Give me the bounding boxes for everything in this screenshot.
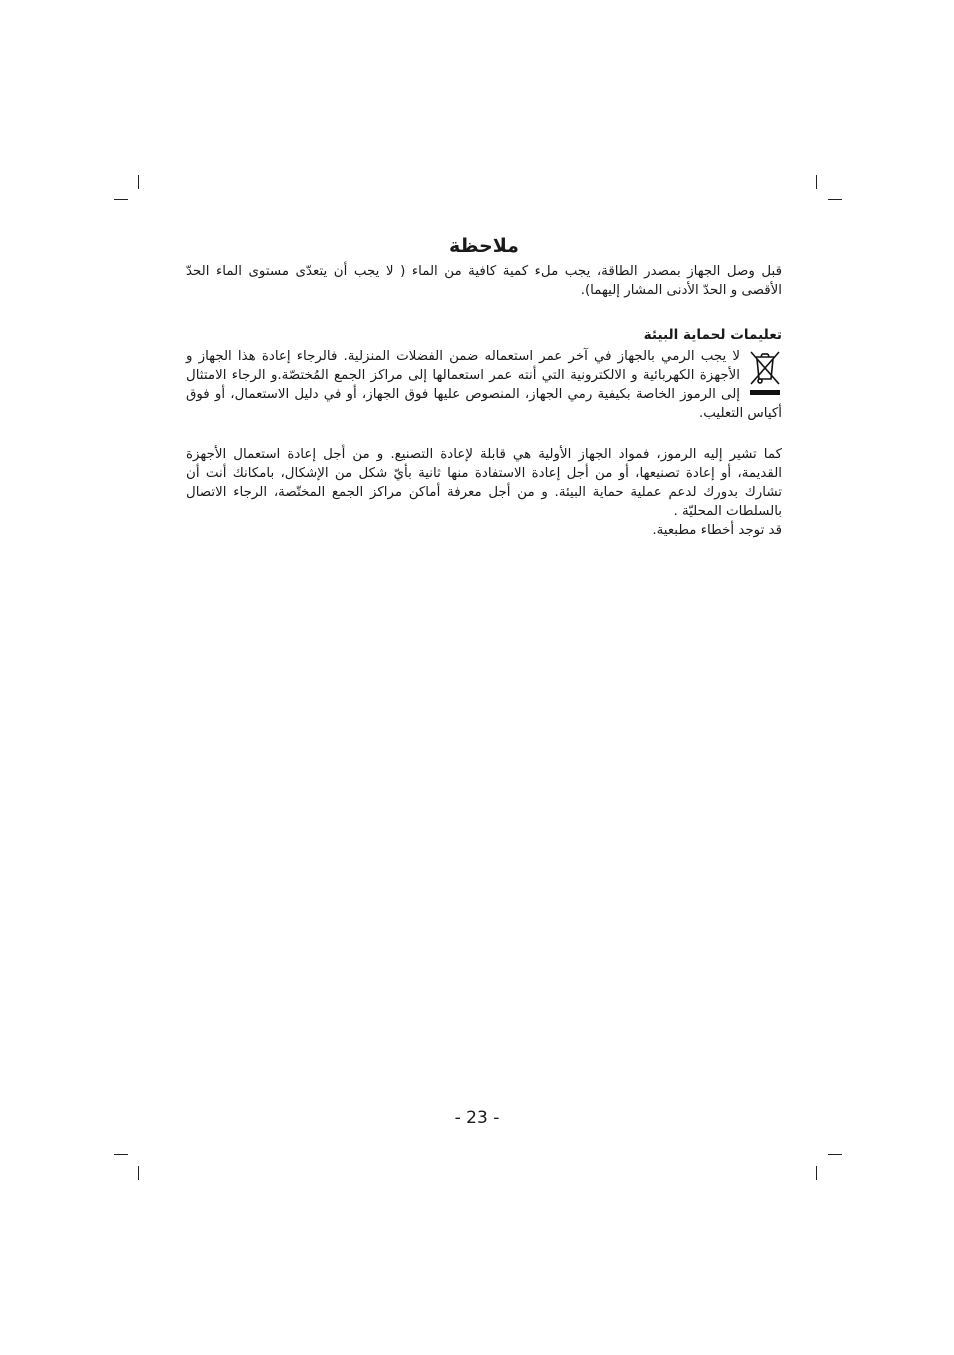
crop-mark-bottom-right-vertical	[816, 1166, 817, 1180]
page-content	[186, 232, 782, 540]
crop-mark-top-right-vertical	[816, 175, 817, 189]
crop-mark-bottom-right-horizontal	[828, 1154, 842, 1155]
misprint-notice: قد توجد أخطاء مطبعية.	[652, 523, 782, 538]
recycling-text: كما تشير إليه الرموز، فمواد الجهاز الأولية هي قابلة لإعادة التصنيع. و من أجل إعادة استعمال الأجهزة القديمة، أو إعادة تصنيعها، أو من أجل إعادة الاستفادة منها ثانية بأيّ شكل من الإشكال، بامكانك أنت أن تشارك بدورك لدعم عملية حماية البيئة. و من أجل معرفة أماكن مراكز الجمع المختّصة، الرجاء الاتصال بالسلطات المحليّة .	[186, 447, 782, 519]
crop-mark-top-right-horizontal	[828, 199, 842, 200]
crossed-out-wheelie-bin-icon	[748, 348, 782, 398]
environment-section	[186, 347, 782, 423]
environment-text: لا يجب الرمي بالجهاز في آخر عمر استعماله ضمن الفضلات المنزلية. فالرجاء إعادة هذا الجهاز و الأجهزة الكهربائية و الالكترونية التي أنته عمر استعمالها إلى مراكز الجمع المُختصّة.و الرجاء الامتثال إلى الرموز الخاصة بكيفية رمي الجهاز، المنصوص عليها فوق الجهاز، أو في دليل الاستعمال، أو فوق أكياس التعليب.	[186, 349, 782, 421]
crop-mark-top-left-vertical	[138, 175, 139, 189]
page-number: - 23 -	[454, 1108, 500, 1128]
crop-mark-bottom-left-horizontal	[114, 1154, 128, 1155]
note-title: ملاحظة	[449, 235, 519, 257]
environment-title: تعليمات لحماية البيئة	[643, 327, 782, 343]
crop-mark-top-left-horizontal	[114, 199, 128, 200]
crop-mark-bottom-left-vertical	[138, 1166, 139, 1180]
note-text: قبل وصل الجهاز بمصدر الطاقة، يجب ملء كمية كافية من الماء ( لا يجب أن يتعدّى مستوى الماء الحدّ الأقصى و الحدّ الأدنى المشار إليهما).	[186, 264, 782, 298]
section-spacer	[186, 423, 782, 445]
